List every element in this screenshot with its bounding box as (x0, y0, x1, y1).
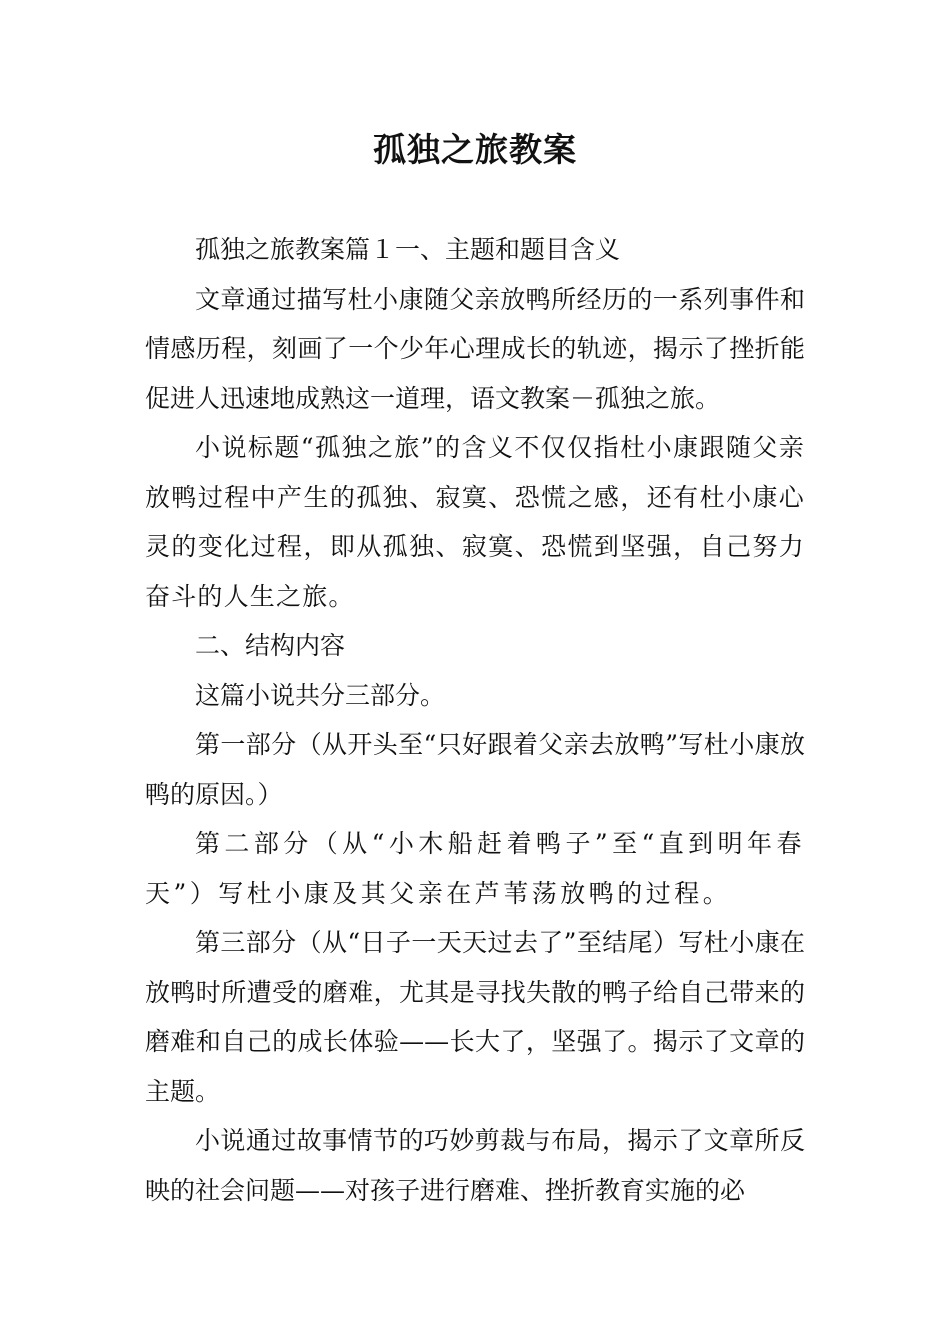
document-title: 孤独之旅教案 (373, 130, 577, 169)
paragraph-part-one: 第一部分（从开头至“只好跟着父亲去放鸭”写杜小康放鸭的原因。） (145, 730, 805, 809)
paragraph-structure-intro: 这篇小说共分三部分。 (195, 680, 446, 710)
paragraph-heading-1: 孤独之旅教案篇１一、主题和题目含义 (195, 235, 621, 264)
paragraph-title-meaning: 小说标题“孤独之旅”的含义不仅仅指杜小康跟随父亲放鸭过程中产生的孤独、寂寞、恐慌之感，还有杜小康心灵的变化过程，即从孤独、寂寞、恐慌到坚强，自己努力奋斗的人生之旅。 (145, 433, 805, 611)
document-body (145, 225, 805, 1215)
paragraph-part-three: 第三部分（从“日子一天天过去了”至结尾）写杜小康在放鸭时所遭受的磨难，尤其是寻找失散的鸭子给自己带来的磨难和自己的成长体验——长大了，坚强了。揭示了文章的主题。 (145, 928, 805, 1106)
paragraph-summary: 小说通过故事情节的巧妙剪裁与布局，揭示了文章所反映的社会问题——对孩子进行磨难、挫折教育实施的必 (145, 1126, 805, 1205)
paragraph-theme: 文章通过描写杜小康随父亲放鸭所经历的一系列事件和情感历程，刻画了一个少年心理成长的轨迹，揭示了挫折能促进人迅速地成熟这一道理，语文教案－孤独之旅。 (145, 284, 805, 413)
paragraph-part-two: 第二部分（从“小木船赶着鸭子”至“直到明年春天”）写杜小康及其父亲在芦苇荡放鸭的过程。 (145, 829, 805, 908)
paragraph-heading-2: 二、结构内容 (195, 631, 346, 660)
